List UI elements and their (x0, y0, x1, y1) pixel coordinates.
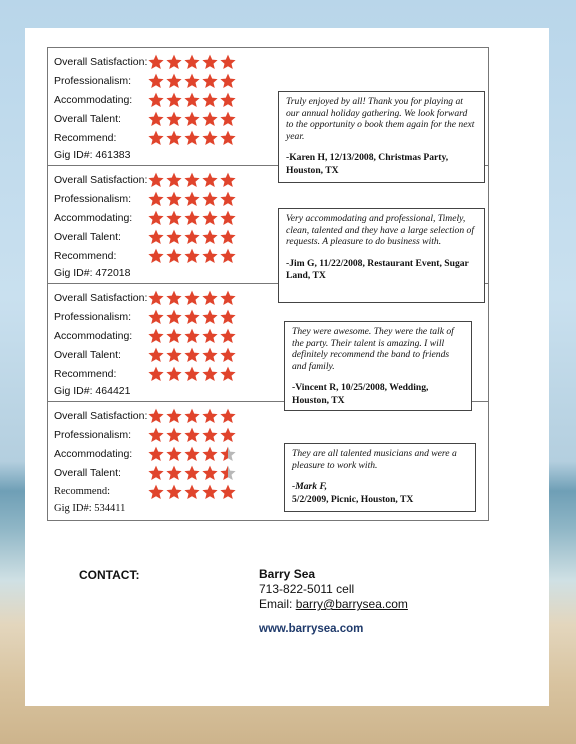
star-icon (202, 172, 218, 188)
star-rating (148, 484, 236, 500)
star-icon (148, 484, 164, 500)
star-icon (202, 73, 218, 89)
star-icon (220, 309, 236, 325)
star-icon (202, 484, 218, 500)
star-rating (148, 446, 236, 462)
star-icon (184, 465, 200, 481)
star-icon (184, 111, 200, 127)
gig-id: Gig ID#: 534411 (54, 503, 126, 514)
contact-info (259, 567, 408, 612)
star-rating (148, 248, 236, 264)
rating-row (54, 406, 236, 425)
rating-label: Overall Satisfaction: (54, 173, 148, 186)
contact-phone: 713-822-5011 cell (259, 582, 355, 596)
star-rating (148, 172, 236, 188)
star-rating (148, 54, 236, 70)
star-icon (202, 290, 218, 306)
star-icon (184, 446, 200, 462)
star-icon (202, 328, 218, 344)
rating-row (54, 326, 236, 345)
star-rating (148, 366, 236, 382)
gig-id: Gig ID#: 461383 (54, 149, 131, 161)
star-icon (220, 54, 236, 70)
star-icon (184, 328, 200, 344)
star-icon (184, 172, 200, 188)
rating-row (54, 128, 236, 147)
rating-label: Accommodating: (54, 211, 133, 224)
review-author-name: -Mark F, (292, 481, 328, 492)
gig-id: Gig ID#: 464421 (54, 385, 131, 397)
star-rating (148, 111, 236, 127)
star-icon (220, 130, 236, 146)
star-icon (202, 191, 218, 207)
star-icon (220, 229, 236, 245)
contact-heading: CONTACT: (79, 568, 140, 582)
star-icon (166, 248, 182, 264)
star-icon (184, 309, 200, 325)
star-rating (148, 328, 236, 344)
rating-label: Overall Talent: (54, 466, 121, 479)
star-icon (184, 191, 200, 207)
review-quote-text: Very accommodating and professional, Timely, clean, talented and they have a large selection of requests. A pleasure to do business with. (286, 213, 474, 247)
review-quote-box (284, 443, 476, 512)
star-icon (220, 366, 236, 382)
rating-label: Recommend: (54, 131, 117, 144)
star-icon (220, 111, 236, 127)
star-icon (148, 408, 164, 424)
star-icon (202, 54, 218, 70)
rating-row (54, 227, 236, 246)
star-icon (148, 229, 164, 245)
star-icon (202, 248, 218, 264)
star-icon (220, 446, 236, 462)
rating-row (54, 246, 236, 265)
rating-label: Accommodating: (54, 93, 133, 106)
star-icon (166, 54, 182, 70)
rating-label: Overall Satisfaction: (54, 291, 148, 304)
star-icon (166, 427, 182, 443)
star-rating (148, 347, 236, 363)
website-link[interactable]: www.barrysea.com (259, 623, 364, 635)
star-icon (184, 347, 200, 363)
star-icon (148, 248, 164, 264)
rating-label: Professionalism: (54, 428, 132, 441)
star-icon (220, 248, 236, 264)
rating-label: Overall Talent: (54, 112, 121, 125)
star-icon (166, 191, 182, 207)
star-icon (148, 54, 164, 70)
email-label: Email: (259, 597, 296, 611)
rating-row (54, 288, 236, 307)
star-icon (202, 408, 218, 424)
rating-row (54, 482, 236, 501)
star-icon (166, 465, 182, 481)
star-icon (184, 210, 200, 226)
star-icon (220, 347, 236, 363)
review-quote-text: Truly enjoyed by all! Thank you for playing at our annual holiday gathering. We look forward to the opportunity o book them again for the next year. (286, 96, 475, 142)
rating-label: Overall Talent: (54, 230, 121, 243)
star-icon (148, 328, 164, 344)
star-icon (202, 309, 218, 325)
star-icon (148, 210, 164, 226)
star-rating (148, 309, 236, 325)
star-icon (148, 92, 164, 108)
star-rating (148, 427, 236, 443)
star-icon (184, 427, 200, 443)
rating-row (54, 345, 236, 364)
rating-row (54, 208, 236, 227)
rating-label: Professionalism: (54, 192, 132, 205)
star-icon (220, 427, 236, 443)
rating-row (54, 425, 236, 444)
review-author: -Karen H, 12/13/2008, Christmas Party, Houston, TX (286, 152, 449, 176)
star-icon (184, 92, 200, 108)
review-author: -Vincent R, 10/25/2008, Wedding, Houston, TX (292, 382, 429, 406)
rating-row (54, 307, 236, 326)
star-icon (166, 328, 182, 344)
star-icon (202, 427, 218, 443)
star-icon (148, 111, 164, 127)
star-rating (148, 408, 236, 424)
rating-label: Accommodating: (54, 447, 133, 460)
review-quote-text: They were awesome. They were the talk of the party. Their talent is amazing. I will definitely recommend the band to friends and family. (292, 326, 454, 372)
star-icon (166, 484, 182, 500)
rating-label: Professionalism: (54, 74, 132, 87)
rating-label: Recommend: (54, 486, 110, 497)
star-icon (148, 366, 164, 382)
star-rating (148, 130, 236, 146)
review-author-detail: 5/2/2009, Picnic, Houston, TX (292, 493, 414, 505)
star-icon (148, 191, 164, 207)
star-icon (184, 54, 200, 70)
star-icon (220, 92, 236, 108)
rating-label: Recommend: (54, 249, 117, 262)
star-icon (202, 347, 218, 363)
email-link[interactable]: barry@barrysea.com (295, 597, 408, 611)
star-rating (148, 92, 236, 108)
star-icon (220, 191, 236, 207)
rating-row (54, 109, 236, 128)
star-icon (184, 408, 200, 424)
rating-row (54, 463, 236, 482)
star-icon (184, 366, 200, 382)
star-rating (148, 290, 236, 306)
star-icon (166, 347, 182, 363)
star-icon (184, 290, 200, 306)
star-icon (202, 366, 218, 382)
rating-label: Overall Satisfaction: (54, 409, 148, 422)
star-icon (184, 484, 200, 500)
star-icon (202, 446, 218, 462)
star-icon (166, 446, 182, 462)
review-quote-text: They are all talented musicians and were a pleasure to work with. (292, 448, 457, 471)
star-icon (184, 229, 200, 245)
review-quote-box (284, 321, 472, 411)
rating-row (54, 90, 236, 109)
star-icon (148, 73, 164, 89)
star-icon (202, 111, 218, 127)
star-icon (166, 309, 182, 325)
star-icon (220, 210, 236, 226)
rating-label: Overall Talent: (54, 348, 121, 361)
star-rating (148, 465, 236, 481)
review-author: -Jim G, 11/22/2008, Restaurant Event, Sugar Land, TX (286, 257, 469, 281)
rating-row (54, 444, 236, 463)
reviews-table (47, 47, 489, 521)
star-icon (220, 172, 236, 188)
star-rating (148, 210, 236, 226)
star-icon (148, 465, 164, 481)
review-author (292, 481, 468, 506)
star-icon (220, 73, 236, 89)
rating-label: Recommend: (54, 367, 117, 380)
star-icon (148, 446, 164, 462)
star-icon (148, 172, 164, 188)
star-icon (166, 92, 182, 108)
star-icon (220, 290, 236, 306)
star-rating (148, 191, 236, 207)
star-icon (166, 229, 182, 245)
star-icon (166, 172, 182, 188)
star-icon (220, 408, 236, 424)
rating-label: Accommodating: (54, 329, 133, 342)
star-icon (184, 130, 200, 146)
rating-label: Professionalism: (54, 310, 132, 323)
star-icon (202, 92, 218, 108)
star-icon (166, 408, 182, 424)
star-icon (166, 290, 182, 306)
star-icon (166, 210, 182, 226)
star-icon (166, 73, 182, 89)
rating-row (54, 189, 236, 208)
star-rating (148, 73, 236, 89)
star-icon (166, 366, 182, 382)
rating-row (54, 52, 236, 71)
star-icon (148, 130, 164, 146)
star-icon (148, 427, 164, 443)
rating-row (54, 364, 236, 383)
star-icon (184, 73, 200, 89)
star-icon (184, 248, 200, 264)
star-icon (148, 347, 164, 363)
star-icon (148, 290, 164, 306)
star-icon (166, 130, 182, 146)
star-icon (202, 465, 218, 481)
star-icon (220, 465, 236, 481)
star-icon (202, 210, 218, 226)
rating-label: Overall Satisfaction: (54, 55, 148, 68)
rating-row (54, 71, 236, 90)
star-icon (202, 229, 218, 245)
contact-name: Barry Sea (259, 567, 316, 581)
star-icon (166, 111, 182, 127)
star-icon (202, 130, 218, 146)
star-icon (220, 484, 236, 500)
contact-email-line (259, 597, 408, 612)
star-rating (148, 229, 236, 245)
star-icon (148, 309, 164, 325)
rating-row (54, 170, 236, 189)
gig-id: Gig ID#: 472018 (54, 267, 131, 279)
star-icon (220, 328, 236, 344)
